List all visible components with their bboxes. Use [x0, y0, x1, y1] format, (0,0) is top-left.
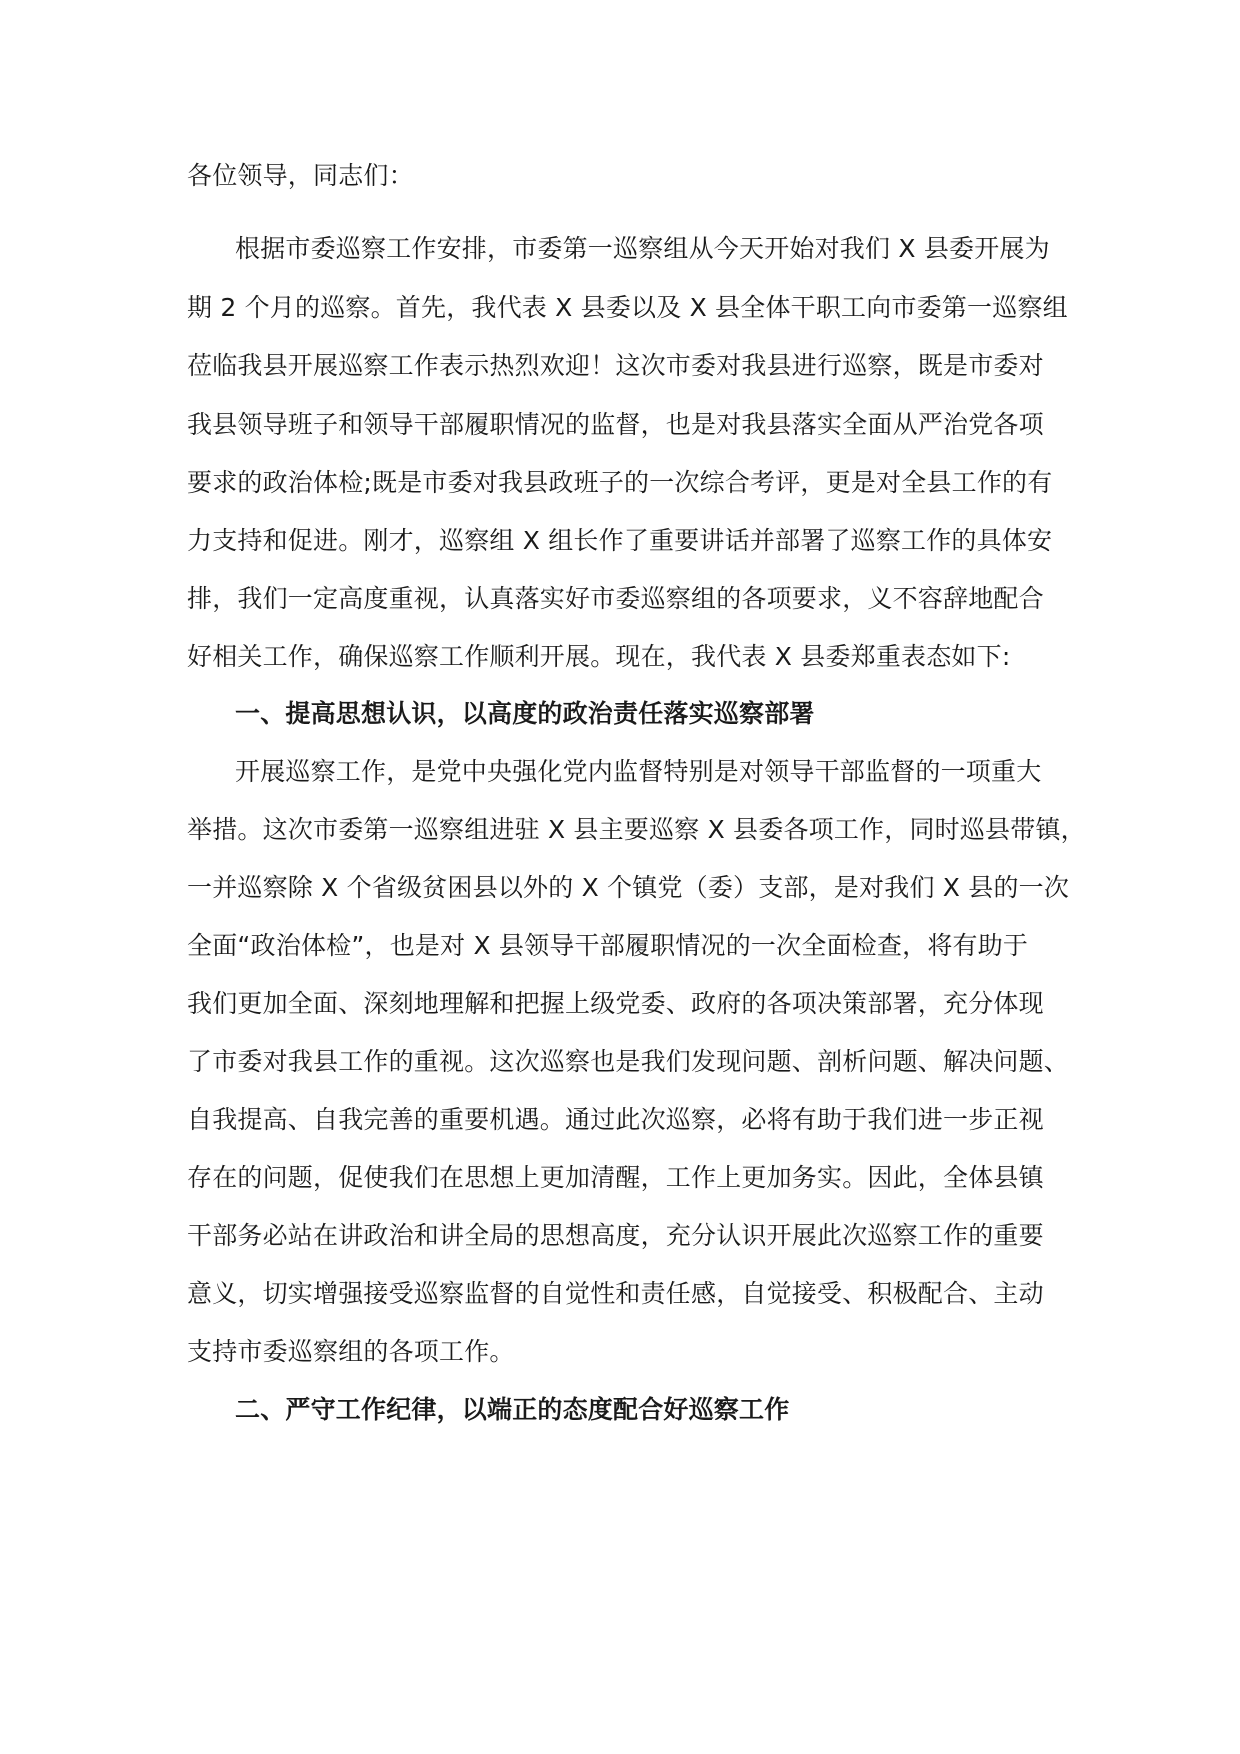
paragraph-line: 全面“政治体检”，也是对 X 县领导干部履职情况的一次全面检查，将有助于: [187, 931, 1029, 960]
section-heading: 二、严守工作纪律，以端正的态度配合好巡察工作: [235, 1395, 790, 1424]
section-heading: 一、提高思想认识，以高度的政治责任落实巡察部署: [235, 699, 815, 728]
paragraph-line: 支持市委巡察组的各项工作。: [187, 1337, 515, 1366]
paragraph-line: 期 2 个月的巡察。首先，我代表 X 县委以及 X 县全体干职工向市委第一巡察组: [187, 293, 1068, 322]
paragraph-line: 力支持和促进。刚才，巡察组 X 组长作了重要讲话并部署了巡察工作的具体安: [187, 526, 1053, 555]
paragraph-line: 要求的政治体检;既是市委对我县政班子的一次综合考评，更是对全县工作的有: [187, 468, 1053, 497]
paragraph-line: 根据市委巡察工作安排，市委第一巡察组从今天开始对我们 X 县委开展为: [235, 234, 1050, 263]
paragraph-line: 自我提高、自我完善的重要机遇。通过此次巡察，必将有助于我们进一步正视: [187, 1105, 1044, 1134]
paragraph-line: 我们更加全面、深刻地理解和把握上级党委、政府的各项决策部署，充分体现: [187, 989, 1044, 1018]
paragraph-line: 意义，切实增强接受巡察监督的自觉性和责任感，自觉接受、积极配合、主动: [187, 1279, 1044, 1308]
paragraph-line: 好相关工作，确保巡察工作顺利开展。现在，我代表 X 县委郑重表态如下:: [187, 642, 1011, 671]
paragraph-line: 存在的问题，促使我们在思想上更加清醒，工作上更加务实。因此，全体县镇: [187, 1163, 1044, 1192]
paragraph-line: 举措。这次市委第一巡察组进驻 X 县主要巡察 X 县委各项工作，同时巡县带镇，: [187, 815, 1086, 844]
paragraph-line: 莅临我县开展巡察工作表示热烈欢迎！这次市委对我县进行巡察，既是市委对: [187, 351, 1044, 380]
paragraph-line: 排，我们一定高度重视，认真落实好市委巡察组的各项要求，义不容辞地配合: [187, 584, 1044, 613]
paragraph-line: 一并巡察除 X 个省级贫困县以外的 X 个镇党（委）支部，是对我们 X 县的一次: [187, 873, 1070, 902]
salutation: 各位领导，同志们：: [187, 161, 414, 190]
paragraph-line: 开展巡察工作，是党中央强化党内监督特别是对领导干部监督的一项重大: [235, 757, 1042, 786]
paragraph-line: 干部务必站在讲政治和讲全局的思想高度，充分认识开展此次巡察工作的重要: [187, 1221, 1044, 1250]
paragraph-line: 我县领导班子和领导干部履职情况的监督，也是对我县落实全面从严治党各项: [187, 410, 1044, 439]
paragraph-line: 了市委对我县工作的重视。这次巡察也是我们发现问题、剖析问题、解决问题、: [187, 1047, 1070, 1076]
